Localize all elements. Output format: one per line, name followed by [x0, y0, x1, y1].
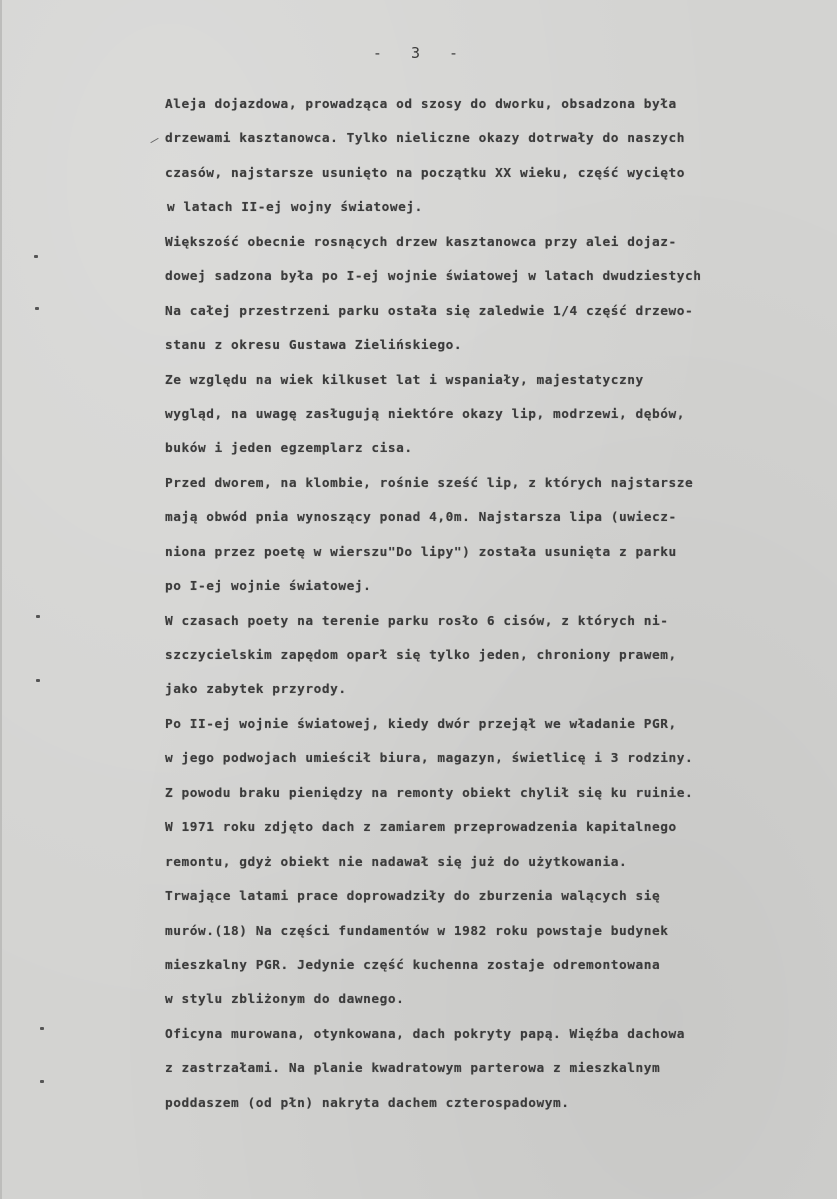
document-body: [165, 88, 825, 1121]
margin-punch-mark: [40, 1027, 44, 1030]
text-line: z zastrzałami. Na planie kwadratowym parterowa z mieszkalnym: [165, 1061, 661, 1077]
text-line: w stylu zbliżonym do dawnego.: [165, 992, 405, 1008]
text-line: mieszkalny PGR. Jedynie część kuchenna zostaje odremontowana: [165, 957, 661, 973]
text-line: Oficyna murowana, otynkowana, dach pokryty papą. Więźba dachowa: [165, 1026, 686, 1042]
text-line: Przed dworem, na klombie, rośnie sześć lip, z których najstarsze: [165, 475, 694, 491]
text-line: buków i jeden egzemplarz cisa.: [165, 441, 413, 457]
text-line: Na całej przestrzeni parku ostała się zaledwie 1/4 część drzewo-: [165, 303, 694, 319]
text-line: po I-ej wojnie światowej.: [165, 579, 372, 595]
text-line: drzewami kasztanowca. Tylko nieliczne okazy dotrwały do naszych: [165, 131, 686, 147]
text-line: W 1971 roku zdjęto dach z zamiarem przeprowadzenia kapitalnego: [165, 820, 677, 836]
text-line: w latach II-ej wojny światowej.: [167, 200, 423, 216]
text-line: dowej sadzona była po I-ej wojnie światowej w latach dwudziestych: [165, 269, 702, 285]
text-line: Z powodu braku pieniędzy na remonty obiekt chylił się ku ruinie.: [165, 785, 694, 801]
page-number: - 3 -: [372, 44, 469, 62]
text-line: Aleja dojazdowa, prowadząca od szosy do dworku, obsadzona była: [165, 97, 677, 112]
margin-punch-mark: [34, 255, 38, 258]
margin-punch-mark: [35, 307, 39, 310]
text-line: stanu z okresu Gustawa Zielińskiego.: [165, 338, 463, 354]
text-line: jako zabytek przyrody.: [165, 682, 347, 698]
text-line: Trwające latami prace doprowadziły do zburzenia walących się: [165, 889, 661, 905]
text-line: remontu, gdyż obiekt nie nadawał się już do użytkowania.: [165, 854, 628, 870]
text-line: Po II-ej wojnie światowej, kiedy dwór przejął we władanie PGR,: [165, 716, 677, 732]
text-line: murów.(18) Na części fundamentów w 1982 roku powstaje budynek: [165, 923, 669, 939]
margin-punch-mark: [36, 615, 40, 618]
margin-pencil-mark: [150, 138, 158, 143]
text-line: w jego podwojach umieścił biura, magazyn, świetlicę i 3 rodziny.: [165, 751, 694, 767]
text-line: czasów, najstarsze usunięto na początku XX wieku, część wycięto: [165, 165, 686, 181]
text-line: wygląd, na uwagę zasługują niektóre okazy lip, modrzewi, dębów,: [165, 406, 686, 422]
text-line: niona przez poetę w wierszu"Do lipy") została usunięta z parku: [165, 544, 677, 560]
text-line: szczycielskim zapędom oparł się tylko jeden, chroniony prawem,: [165, 648, 677, 663]
text-line: mają obwód pnia wynoszący ponad 4,0m. Najstarsza lipa (uwiecz-: [165, 510, 677, 526]
margin-punch-mark: [36, 679, 40, 682]
margin-punch-mark: [40, 1080, 44, 1083]
text-line: W czasach poety na terenie parku rosło 6 cisów, z których ni-: [165, 613, 669, 629]
text-line: poddaszem (od płn) nakryta dachem czterospadowym.: [165, 1095, 570, 1111]
text-line: Ze względu na wiek kilkuset lat i wspaniały, majestatyczny: [165, 372, 644, 388]
text-line: Większość obecnie rosnących drzew kasztanowca przy alei dojaz-: [165, 234, 677, 250]
